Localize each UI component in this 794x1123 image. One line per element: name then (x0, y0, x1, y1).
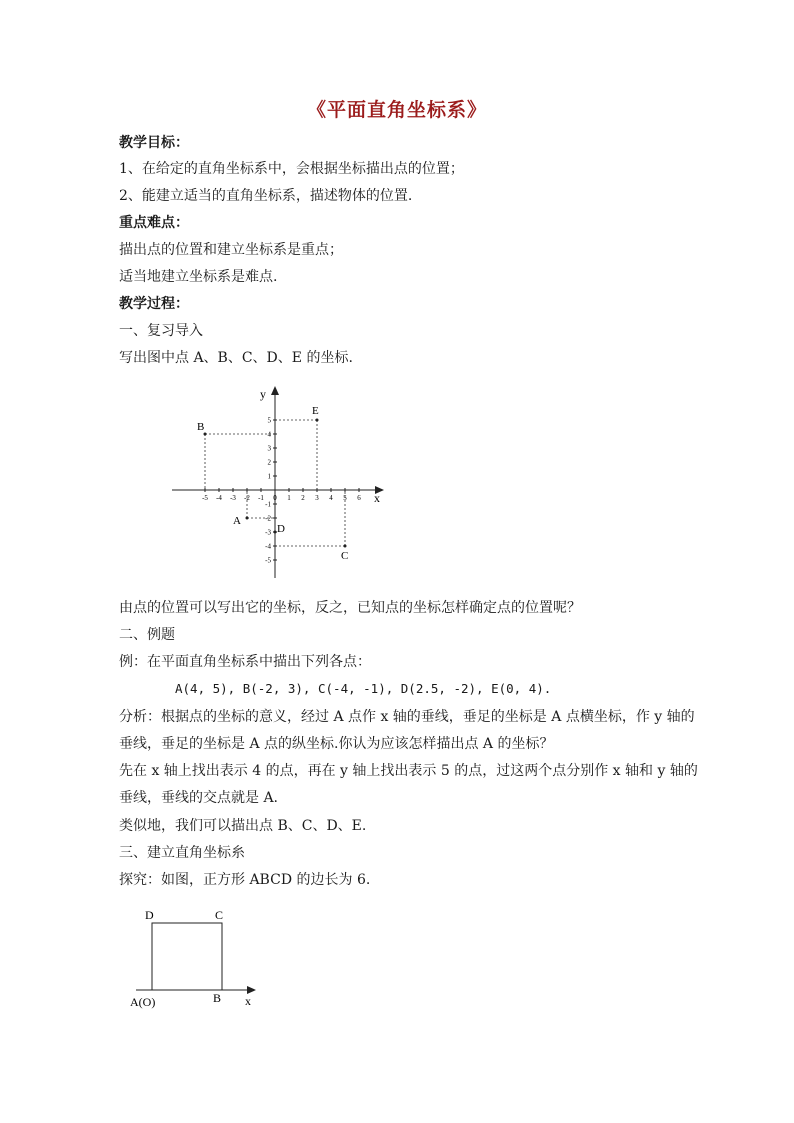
x-tick-label: -1 (258, 494, 264, 502)
y-tick-label: -4 (265, 542, 271, 551)
process-heading: 教学过程： (119, 296, 189, 312)
y-tick-label: -5 (265, 556, 271, 565)
analysis-2: 垂线，垂足的坐标是 A 点的纵坐标.你认为应该怎样描出点 A 的坐标？ (119, 736, 554, 752)
label-D: D (145, 908, 154, 922)
square-abcd (152, 923, 222, 990)
x-axis-label: x (374, 491, 380, 505)
y-tick-label: 5 (267, 416, 271, 425)
axes (172, 386, 384, 578)
point-E (316, 419, 319, 422)
x-tick-label: -4 (216, 494, 222, 502)
point-label-B: B (197, 421, 205, 433)
key-2: 适当地建立坐标系是难点. (119, 269, 278, 285)
analysis-1: 分析：根据点的坐标的意义，经过 A 点作 x 轴的垂线，垂足的坐标是 A 点横坐标，作 y 轴的 (119, 709, 695, 725)
y-tick-label: -2 (265, 514, 271, 523)
y-tick-label: -3 (265, 528, 271, 537)
part3-title: 三、建立直角坐标糸 (119, 845, 245, 861)
x-tick-label: 4 (329, 494, 333, 502)
x-tick-label: 3 (315, 494, 319, 502)
square-x-label: x (245, 994, 251, 1008)
label-B: B (213, 991, 222, 1005)
goal-1: 1、在给定的直角坐标系中，会根据坐标描出点的位置； (119, 161, 464, 177)
y-tick-label: 2 (267, 458, 271, 467)
square-figure (126, 902, 266, 1012)
coordinate-figure (160, 378, 400, 588)
question: 由点的位置可以写出它的坐标，反之，已知点的坐标怎样确定点的位置呢？ (119, 600, 581, 616)
part1-title: 一、复习导入 (119, 323, 203, 339)
y-axis-arrow (271, 386, 279, 395)
point-label-A: A (233, 515, 241, 527)
x-tick-label: -3 (230, 494, 236, 502)
point-A (246, 517, 249, 520)
example-intro: 例：在平面直角坐标系中描出下列各点： (119, 654, 371, 670)
key-heading: 重点难点： (119, 215, 189, 231)
part2-title: 二、例题 (119, 627, 175, 643)
point-label-D: D (277, 523, 285, 535)
step-1: 先在 x 轴上找出表示 4 的点，再在 y 轴上找出表示 5 的点，过这两个点分别作 x 轴和 y 轴的 (119, 763, 698, 779)
point-label-C: C (341, 550, 349, 562)
x-tick-label: 0 (273, 494, 277, 502)
y-axis-label: y (260, 387, 266, 401)
goal-2: 2、能建立适当的直角坐标系，描述物体的位置. (119, 188, 413, 204)
part1-text: 写出图中点 A、B、C、D、E 的坐标. (119, 350, 353, 366)
label-A-origin: A(O) (130, 995, 156, 1009)
x-tick-label: 6 (357, 494, 361, 502)
x-tick-label: 5 (343, 494, 347, 502)
explore: 探究：如图，正方形 ABCD 的边长为 6. (119, 872, 371, 888)
x-tick-label: 2 (301, 494, 305, 502)
step-2: 垂线，垂线的交点就是 A. (119, 790, 279, 806)
label-C: C (215, 908, 224, 922)
y-tick-label: -1 (265, 500, 271, 509)
y-tick-label: 4 (267, 430, 271, 439)
x-tick-label: -5 (202, 494, 208, 502)
document-title: 《平面直角坐标系》 (306, 99, 487, 121)
square-x-axis-arrow (247, 986, 256, 994)
point-label-E: E (312, 405, 319, 417)
x-tick-label: 1 (287, 494, 291, 502)
point-C (344, 545, 347, 548)
y-tick-label: 3 (267, 444, 271, 453)
goals-heading: 教学目标： (119, 135, 189, 151)
y-tick-label: 1 (267, 472, 271, 481)
key-1: 描出点的位置和建立坐标系是重点； (119, 242, 343, 258)
example-points: A(4, 5), B(-2, 3), C(-4, -1), D(2.5, -2), E(0, 4). (175, 681, 552, 696)
similar: 类似地，我们可以描出点 B、C、D、E. (119, 818, 367, 834)
points (197, 405, 348, 562)
x-tick-label: -2 (244, 494, 250, 502)
